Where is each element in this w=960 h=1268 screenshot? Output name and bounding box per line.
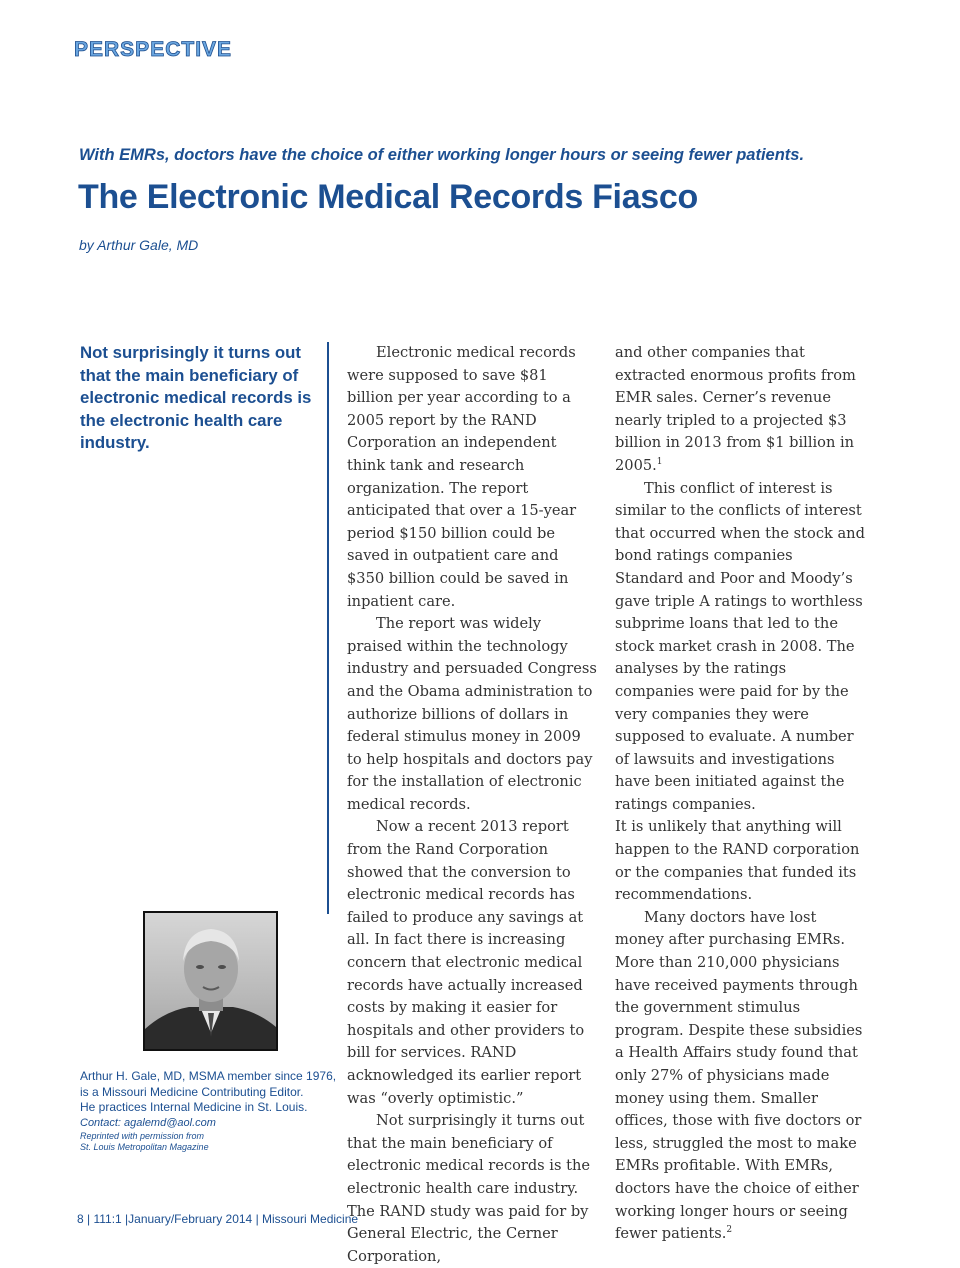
caption-reprint-line: Reprinted with permission from [80,1131,205,1141]
body-paragraph-text: and other companies that extracted enormous profits from EMR sales. Cerner’s revenue nearly tripled to a projected $3 billion in 2013 from $1 billion in 2005. [615,344,856,474]
article-byline: by Arthur Gale, MD [79,237,199,253]
body-paragraph: It is unlikely that anything will happen to the RAND corporation or the companies that funded its recommendations. [615,818,860,904]
caption-reprint-line: St. Louis Metropolitan Magazine [80,1142,209,1152]
article-headline: The Electronic Medical Records Fiasco [78,178,698,216]
body-paragraph: Now a recent 2013 report from the Rand Corporation showed that the conversion to electronic medical records has failed to produce any savings at all. In fact there is increasing concern that electronic medical records have actually increased costs by making it easier for hospitals and other providers to bill for services. RAND acknowledged its earlier report was “overly optimistic.” [347,818,585,1107]
body-paragraph [615,342,865,478]
pull-quote: Not surprisingly it turns out that the main beneficiary of electronic medical records is the electronic health care industry. [80,343,312,452]
caption-bio-line: is a Missouri Medicine Contributing Editor. [80,1084,304,1099]
body-paragraph [615,907,865,1246]
footnote-ref: 2 [726,1225,733,1236]
column-divider [327,342,329,914]
footnote-ref: 1 [656,457,663,468]
body-paragraph: Not surprisingly it turns out that the main beneficiary of electronic medical records is the electronic health care industry. The RAND study was paid for by General Electric, the Cerner Corporation, [347,1112,590,1265]
caption-bio-line: Arthur H. Gale, MD, MSMA member since 1976, [80,1069,337,1083]
section-label: PERSPECTIVE [74,38,233,61]
body-column-right [615,342,865,1246]
caption-bio-line: He practices Internal Medicine in St. Louis. [80,1100,308,1114]
body-paragraph-text: Many doctors have lost money after purchasing EMRs. More than 210,000 physicians have received payments through the government stimulus program. Despite these subsidies a Health Affairs study found that only 27% of physicians made money using them. Smaller offices, those with five doctors or less, struggled the most to make EMRs profitable. With EMRs, doctors have the choice of either working longer hours or seeing fewer patients. [615,908,863,1243]
author-photo [143,911,278,1051]
body-paragraph: The report was widely praised within the technology industry and persuaded Congress and the Obama administration to authorize billions of dollars in federal stimulus money in 2009 to help hospitals and doctors pay for the installation of electronic medical records. [347,615,597,813]
body-paragraph: This conflict of interest is similar to the conflicts of interest that occurred when the stock and bond ratings companies Standard and Poor and Moody’s gave triple A ratings to worthless subprime loans that led to the stock market crash in 2008. The analyses by the ratings companies were paid for by the very companies they were supposed to evaluate. A number of lawsuits and investigations have been initiated against the ratings companies. [615,479,865,813]
page-footer: 8 | 111:1 |January/February 2014 | Missouri Medicine [77,1212,359,1226]
body-paragraph: Electronic medical records were supposed to save $81 billion per year according to a 2005 report by the RAND Corporation an independent think tank and research organization. The report anticipated that over a 15-year period $150 billion could be saved in outpatient care and $350 billion could be saved in inpatient care. [347,344,577,610]
body-column-middle [347,342,597,1268]
article-deck: With EMRs, doctors have the choice of either working longer hours or seeing fewer patients. [79,146,805,164]
author-caption [80,1069,340,1153]
caption-contact: Contact: agalemd@aol.com [80,1116,216,1129]
